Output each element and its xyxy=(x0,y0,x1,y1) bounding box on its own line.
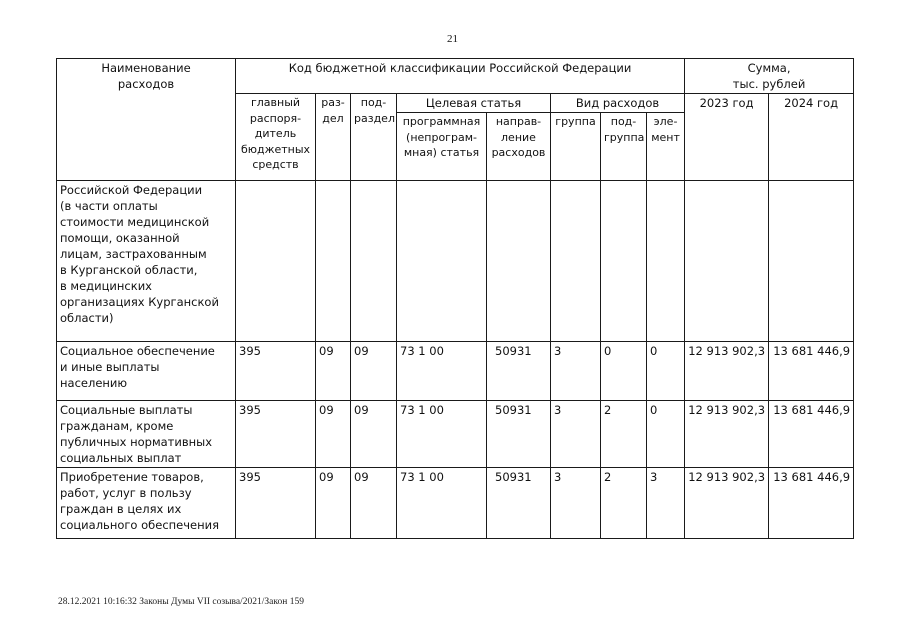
budget-table xyxy=(56,58,854,539)
sum-2024: 13 681 446,9 xyxy=(769,401,854,468)
subsection-code: 09 xyxy=(351,468,397,539)
table-row xyxy=(57,468,854,539)
expense-name: Социальные выплаты гражданам, кроме публичных нормативных социальных выплат xyxy=(57,401,236,468)
header-code-group: Код бюджетной классификации Российской Федерации xyxy=(236,59,685,94)
header-section: раз- дел xyxy=(316,94,351,181)
group-code: 3 xyxy=(551,342,601,401)
header-year-2023: 2023 год xyxy=(685,94,769,181)
group-code: 3 xyxy=(551,468,601,539)
program-article-code: 73 1 00 xyxy=(397,401,487,468)
sum-2024: 13 681 446,9 xyxy=(769,342,854,401)
table-row xyxy=(57,401,854,468)
main-manager-code: 395 xyxy=(236,468,316,539)
subgroup-code: 0 xyxy=(601,342,647,401)
program-article-code: 73 1 00 xyxy=(397,342,487,401)
direction-code: 50931 xyxy=(487,468,551,539)
header-target-article: Целевая статья xyxy=(397,94,551,113)
table-row xyxy=(57,181,854,342)
header-group: группа xyxy=(551,113,601,181)
header-subgroup: под- группа xyxy=(601,113,647,181)
expense-name: Социальное обеспечение и иные выплаты населению xyxy=(57,342,236,401)
header-element: эле- мент xyxy=(647,113,685,181)
header-year-2024: 2024 год xyxy=(769,94,854,181)
subgroup-code: 2 xyxy=(601,468,647,539)
header-sum-group: Сумма, тыс. рублей xyxy=(685,59,854,94)
page-number: 21 xyxy=(447,33,458,45)
expense-name: Приобретение товаров, работ, услуг в пользу граждан в целях их социального обеспечения xyxy=(57,468,236,539)
sum-2023: 12 913 902,3 xyxy=(685,401,769,468)
sum-2023: 12 913 902,3 xyxy=(685,342,769,401)
element-code: 3 xyxy=(647,468,685,539)
subsection-code: 09 xyxy=(351,342,397,401)
element-code: 0 xyxy=(647,401,685,468)
header-program-article: программная (непрограм- мная) статья xyxy=(397,113,487,181)
subsection-code: 09 xyxy=(351,401,397,468)
direction-code: 50931 xyxy=(487,401,551,468)
document-footer: 28.12.2021 10:16:32 Законы Думы VII созыва/2021/Закон 159 xyxy=(58,597,304,607)
expense-name: Российской Федерации (в части оплаты стоимости медицинской помощи, оказанной лицам, застрахованным в Курганской области, в медицинских организациях Курганской области) xyxy=(57,181,236,342)
direction-code: 50931 xyxy=(487,342,551,401)
sum-2024: 13 681 446,9 xyxy=(769,468,854,539)
header-subsection: под- раздел xyxy=(351,94,397,181)
section-code: 09 xyxy=(316,401,351,468)
header-name: Наименование расходов xyxy=(57,59,236,181)
main-manager-code: 395 xyxy=(236,401,316,468)
subgroup-code: 2 xyxy=(601,401,647,468)
program-article-code: 73 1 00 xyxy=(397,468,487,539)
section-code: 09 xyxy=(316,342,351,401)
main-manager-code: 395 xyxy=(236,342,316,401)
group-code: 3 xyxy=(551,401,601,468)
header-direction: направ- ление расходов xyxy=(487,113,551,181)
header-expense-type: Вид расходов xyxy=(551,94,685,113)
section-code: 09 xyxy=(316,468,351,539)
table-row xyxy=(57,342,854,401)
sum-2023: 12 913 902,3 xyxy=(685,468,769,539)
element-code: 0 xyxy=(647,342,685,401)
header-main-manager: главный распоря- дитель бюджетных средств xyxy=(236,94,316,181)
